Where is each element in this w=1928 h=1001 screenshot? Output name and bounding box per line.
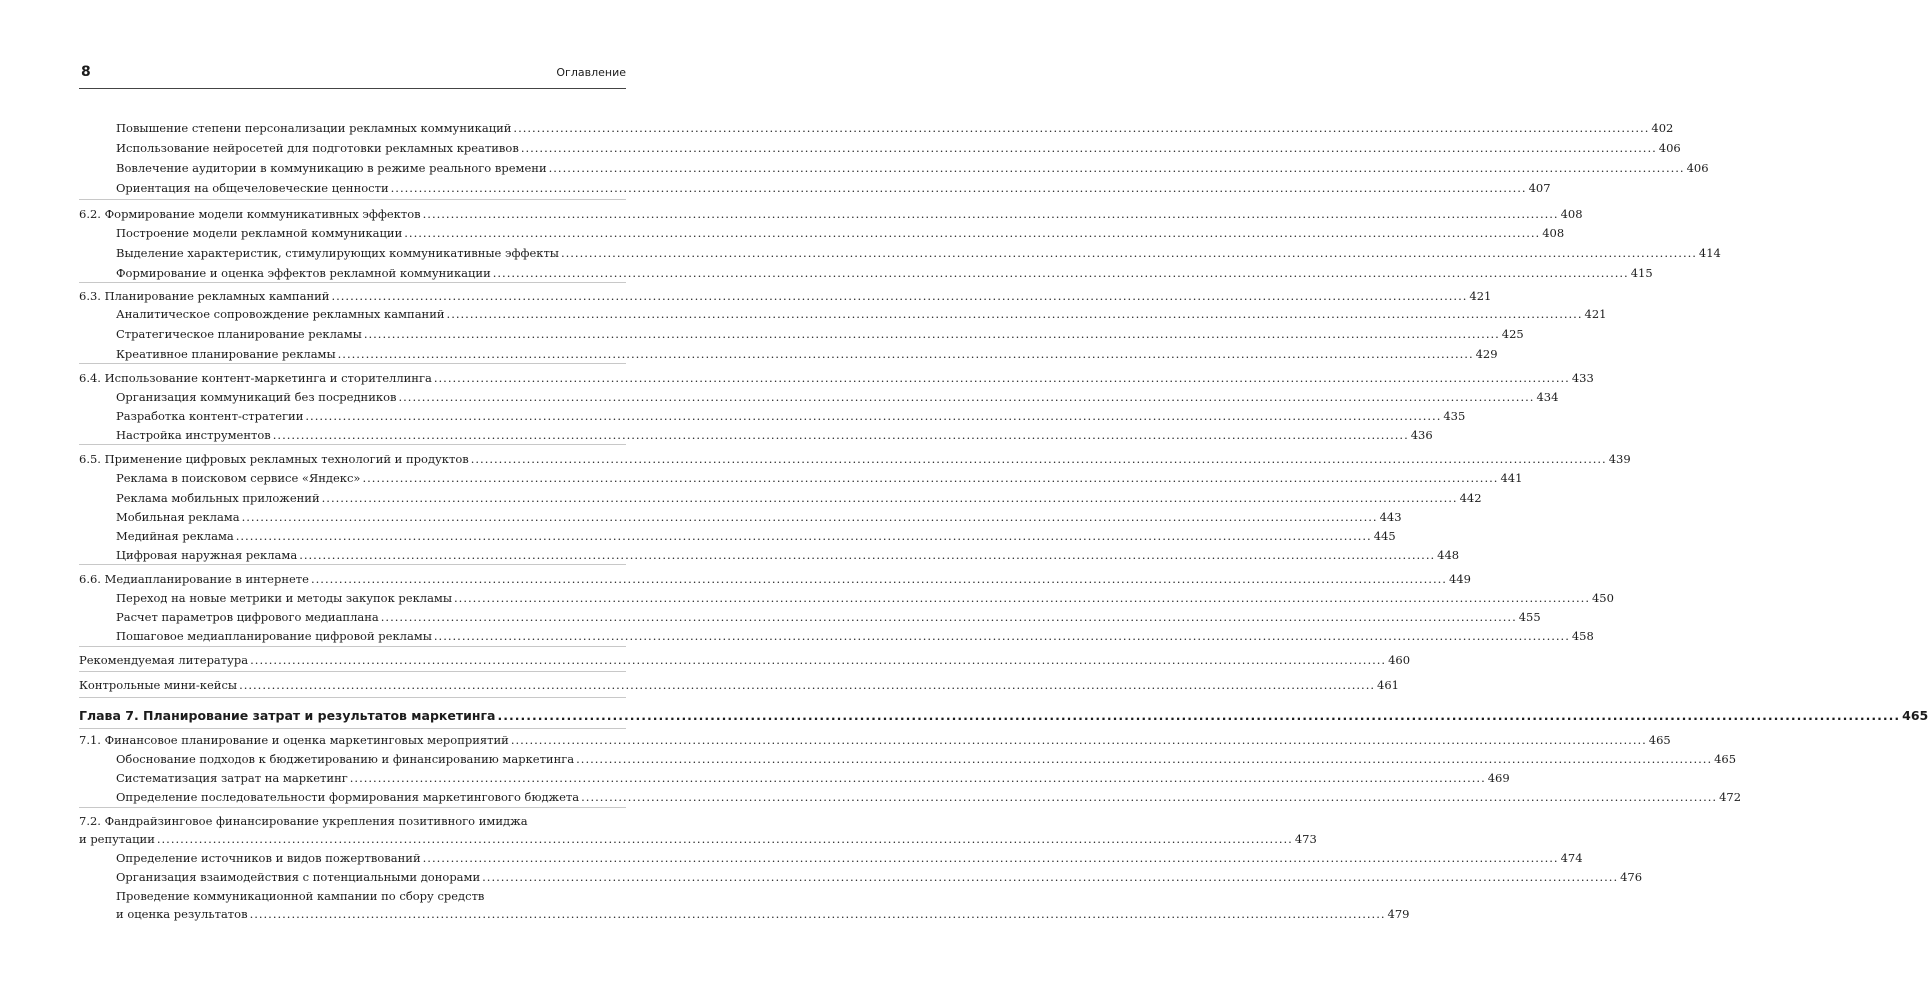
section-divider [79, 363, 626, 364]
toc-entry[interactable]: Переход на новые метрики и методы закупок рекламы ..... 450 [116, 589, 626, 607]
page-header [79, 64, 626, 84]
toc-entry[interactable]: Обоснование подходов к бюджетированию и финансированию маркетинга ..... 465 [116, 750, 626, 768]
section-divider [79, 697, 626, 698]
toc-entry[interactable]: Выделение характеристик, стимулирующих коммуникативные эффекты ..... 414 [116, 244, 626, 262]
toc-section-6-4[interactable]: 6.4. Использование контент-маркетинга и сторителлинга ..... 433 [79, 369, 626, 387]
toc-literature[interactable]: Рекомендуемая литература ..... 460 [79, 651, 626, 669]
section-divider [79, 671, 626, 672]
running-title: Оглавление [556, 66, 626, 79]
toc-section-6-6[interactable]: 6.6. Медиапланирование в интернете ..... 449 [79, 570, 626, 588]
section-divider [79, 728, 626, 729]
toc-entry[interactable]: Определение последовательности формирования маркетингового бюджета ..... 472 [116, 788, 626, 806]
toc-section-6-3[interactable]: 6.3. Планирование рекламных кампаний ..... 421 [79, 287, 626, 305]
toc-section-7-2-line1[interactable]: 7.2. Фандрайзинговое финансирование укрепления позитивного имиджа [79, 814, 528, 828]
toc-entry[interactable]: Формирование и оценка эффектов рекламной коммуникации ..... 415 [116, 264, 626, 282]
toc-entry-line1[interactable]: Проведение коммуникационной кампании по сбору средств [116, 889, 485, 903]
toc-chapter-7[interactable]: Глава 7. Планирование затрат и результатов маркетинга ..... 465 [79, 707, 626, 725]
toc-entry[interactable]: Реклама мобильных приложений ..... 442 [116, 489, 626, 507]
page-number: 8 [81, 64, 91, 80]
toc-entry[interactable]: Настройка инструментов ..... 436 [116, 426, 626, 444]
toc-entry[interactable]: Построение модели рекламной коммуникации ..... 408 [116, 224, 626, 242]
toc-entry[interactable]: Определение источников и видов пожертвований ..... 474 [116, 849, 626, 867]
toc-entry[interactable]: Пошаговое медиапланирование цифровой рекламы ..... 458 [116, 627, 626, 645]
toc-entry[interactable]: Разработка контент-стратегии ..... 435 [116, 407, 626, 425]
toc-entry[interactable]: Стратегическое планирование рекламы ..... 425 [116, 325, 626, 343]
toc-entry[interactable]: Креативное планирование рекламы ..... 429 [116, 345, 626, 363]
toc-entry[interactable]: Ориентация на общечеловеческие ценности ..... 407 [116, 179, 626, 197]
section-divider [79, 807, 626, 808]
header-rule [79, 88, 626, 89]
section-divider [79, 564, 626, 565]
toc-entry[interactable]: и оценка результатов ..... 479 [116, 905, 626, 923]
toc-section-6-2[interactable]: 6.2. Формирование модели коммуникативных эффектов ..... 408 [79, 205, 626, 223]
toc-entry[interactable]: Организация взаимодействия с потенциальными донорами ..... 476 [116, 868, 626, 886]
toc-section-7-2[interactable]: и репутации ..... 473 [79, 830, 626, 848]
section-divider [79, 199, 626, 200]
toc-entry[interactable]: Систематизация затрат на маркетинг ..... 469 [116, 769, 626, 787]
toc-entry[interactable]: Медийная реклама ..... 445 [116, 527, 626, 545]
section-divider [79, 282, 626, 283]
toc-entry[interactable]: Организация коммуникаций без посредников ..... 434 [116, 388, 626, 406]
toc-entry[interactable]: Расчет параметров цифрового медиаплана ..... 455 [116, 608, 626, 626]
toc-entry[interactable]: Использование нейросетей для подготовки рекламных креативов ..... 406 [116, 139, 626, 157]
toc-entry[interactable]: Аналитическое сопровождение рекламных кампаний ..... 421 [116, 305, 626, 323]
section-divider [79, 646, 626, 647]
toc-entry[interactable]: Повышение степени персонализации рекламных коммуникаций ..... 402 [116, 119, 626, 137]
toc-entry[interactable]: Вовлечение аудитории в коммуникацию в режиме реального времени ..... 406 [116, 159, 626, 177]
toc-entry[interactable]: Реклама в поисковом сервисе «Яндекс» ..... 441 [116, 469, 626, 487]
section-divider [79, 444, 626, 445]
toc-section-6-5[interactable]: 6.5. Применение цифровых рекламных технологий и продуктов ..... 439 [79, 450, 626, 468]
toc-section-7-1[interactable]: 7.1. Финансовое планирование и оценка маркетинговых мероприятий ..... 465 [79, 731, 626, 749]
toc-mini-cases[interactable]: Контрольные мини-кейсы ..... 461 [79, 676, 626, 694]
toc-entry[interactable]: Цифровая наружная реклама ..... 448 [116, 546, 626, 564]
toc-entry[interactable]: Мобильная реклама ..... 443 [116, 508, 626, 526]
